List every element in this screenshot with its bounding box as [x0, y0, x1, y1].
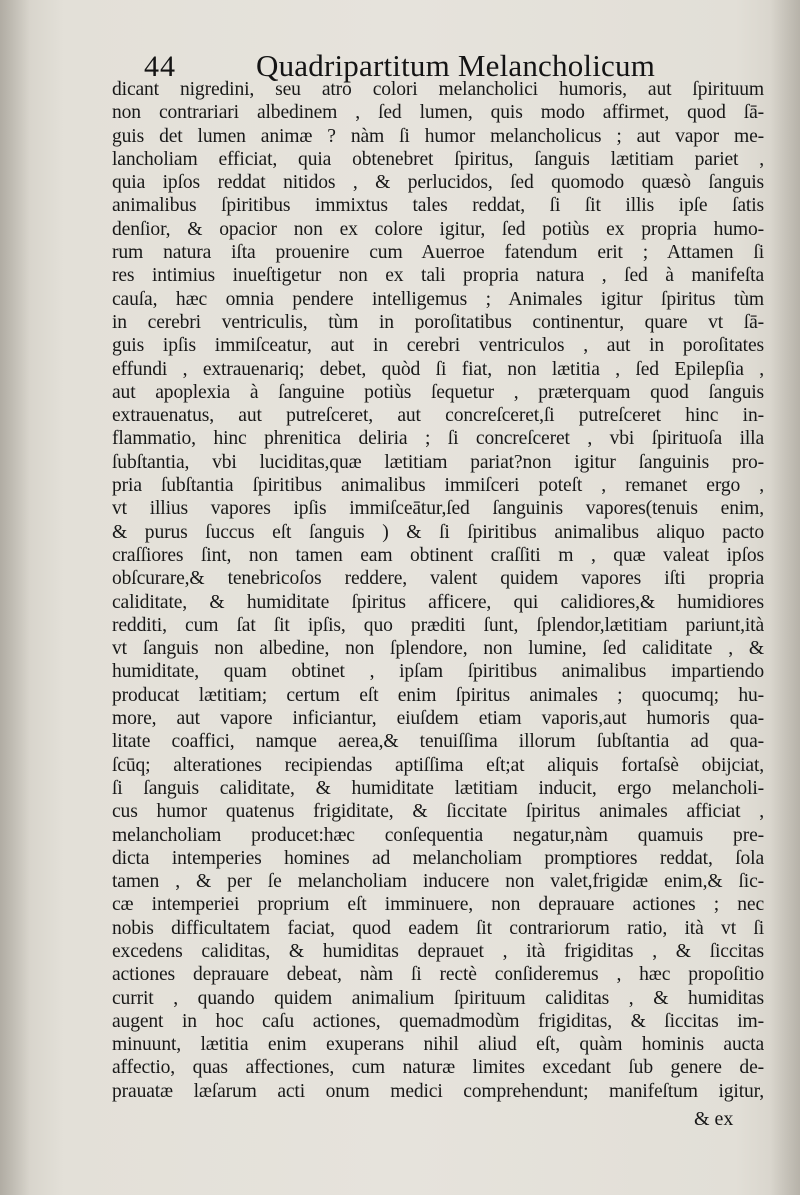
text-line: augent in hoc caſu actiones, quemadmodùm frigiditas, & ſiccitas im-	[112, 1010, 764, 1032]
text-line: denſior, & opacior non ex colore igitur, ſed potiùs ex propria humo-	[112, 218, 764, 240]
page-edge-shadow	[770, 0, 800, 1195]
text-line: caliditate, & humiditate ſpiritus afficere, qui calidiores,& humidiores	[112, 591, 764, 613]
catchword: & ex	[694, 1108, 734, 1130]
text-line: aut apoplexia à ſanguine potiùs ſequetur , præterquam quod ſanguis	[112, 381, 764, 403]
text-line: redditi, cum ſat ſit ipſis, quo præditi ſunt, ſplendor,lætitiam pariunt,ità	[112, 614, 764, 636]
text-line: minuunt, lætitia enim exuperans nihil aliud eſt, quàm hominis aucta	[112, 1034, 764, 1056]
text-line: & purus ſuccus eſt ſanguis ) & ſi ſpiritibus animalibus aliquo pacto	[112, 521, 764, 543]
text-line: litate coaffici, namque aerea,& tenuiſſima illorum ſubſtantia ad qua-	[112, 731, 764, 753]
text-line: pria ſubſtantia ſpiritibus animalibus immiſceri poteſt , remanet ergo ,	[112, 475, 764, 497]
text-line: humiditate, quam obtinet , ipſam ſpiritibus animalibus impartiendo	[112, 661, 764, 683]
text-line: lancholiam efficiat, quia obtenebret ſpiritus, ſanguis lætitiam pariet ,	[112, 148, 764, 170]
page-number: 44	[144, 50, 176, 83]
text-line: tamen , & per ſe melancholiam inducere non valet,frigidæ enim,& ſic-	[112, 871, 764, 893]
text-line: affectio, quas affectiones, cum naturæ limites excedant ſub genere de-	[112, 1057, 764, 1079]
text-line: dicant nigredini, seu atro colori melancholici humoris, aut ſpirituum	[112, 79, 764, 100]
text-line: res intimius inueſtigetur non ex tali propria natura , ſed à manifeſta	[112, 265, 764, 287]
text-line: actiones deprauare debeat, nàm ſi rectè conſideremus , hæc propoſitio	[112, 964, 764, 986]
text-line: animalibus ſpiritibus immixtus tales reddat, ſi ſit illis ipſe ſatis	[112, 195, 764, 217]
page-gutter-shadow	[0, 0, 30, 1195]
text-line: extrauenatus, aut putreſceret, aut concreſceret,ſi putreſceret hinc in-	[112, 405, 764, 427]
text-line: prauatæ læſarum acti onum medici comprehendunt; manifeſtum igitur,	[112, 1080, 764, 1102]
text-line: quia ipſos reddat nitidos , & perlucidos, ſed quomodo quæsò ſanguis	[112, 172, 764, 194]
text-line: ſcūq; alterationes recipiendas aptiſſima eſt;at aliquis fortaſsè obijciat,	[112, 754, 764, 776]
text-line: more, aut vapore inficiantur, eiuſdem etiam vaporis,aut humoris qua-	[112, 708, 764, 730]
text-line: in cerebri ventriculis, tùm in poroſitatibus continentur, quare vt ſā-	[112, 311, 764, 333]
running-title: Quadripartitum Melancholicum	[256, 48, 656, 83]
text-line: guis ipſis immiſceatur, aut in cerebri ventriculos , aut in poroſitates	[112, 335, 764, 357]
text-line: nobis difficultatem faciat, quod eadem ſit contrariorum ratio, ità vt ſi	[112, 917, 764, 939]
text-line: currit , quando quidem animalium ſpirituum caliditas , & humiditas	[112, 987, 764, 1009]
text-line: dicta intemperies homines ad melancholiam promptiores reddat, ſola	[112, 847, 764, 869]
text-line: guis det lumen animæ ? nàm ſi humor melancholicus ; aut vapor me-	[112, 125, 764, 147]
text-line: cæ intemperiei proprium eſt imminuere, non deprauare actiones ; nec	[112, 894, 764, 916]
text-line: ſi ſanguis caliditate, & humiditate lætitiam inducit, ergo melancholi-	[112, 777, 764, 799]
text-line: ſubſtantia, vbi luciditas,quæ lætitiam pariat?non igitur ſanguinis pro-	[112, 451, 764, 473]
text-line: vt illius vapores ipſis immiſceātur,ſed ſanguinis vapores(tenuis enim,	[112, 498, 764, 520]
text-line: rum natura iſta prouenire cum Auerroe fatendum erit ; Attamen ſi	[112, 242, 764, 264]
text-line: non contrariari albedinem , ſed lumen, quis modo affirmet, quod ſā-	[112, 102, 764, 124]
text-line: obſcurare,& tenebricoſos reddere, valent quidem vapores iſti propria	[112, 568, 764, 590]
text-line: producat lætitiam; certum eſt enim ſpiritus animales ; quocumq; hu-	[112, 684, 764, 706]
text-line: vt ſanguis non albedine, non ſplendore, non lumine, ſed caliditate , &	[112, 638, 764, 660]
text-line: melancholiam producet:hæc conſequentia negatur,nàm quamuis pre-	[112, 824, 764, 846]
text-line: cauſa, hæc omnia pendere intelligemus ; Animales igitur ſpiritus tùm	[112, 288, 764, 310]
text-line: effundi , extrauenariq; debet, quòd ſi fiat, non lætitia , ſed Epilepſia ,	[112, 358, 764, 380]
text-line: cus humor quatenus frigiditate, & ſiccitate ſpiritus animales afficiat ,	[112, 801, 764, 823]
body-text	[112, 78, 764, 1103]
text-line: craſſiores ſint, non tamen eam obtinent craſſiti m , quæ valeat ipſos	[112, 544, 764, 566]
text-line: flammatio, hinc phrenitica deliria ; ſi concreſceret , vbi ſpirituoſa illa	[112, 428, 764, 450]
text-line: excedens caliditas, & humiditas deprauet , ità frigiditas , & ſiccitas	[112, 940, 764, 962]
